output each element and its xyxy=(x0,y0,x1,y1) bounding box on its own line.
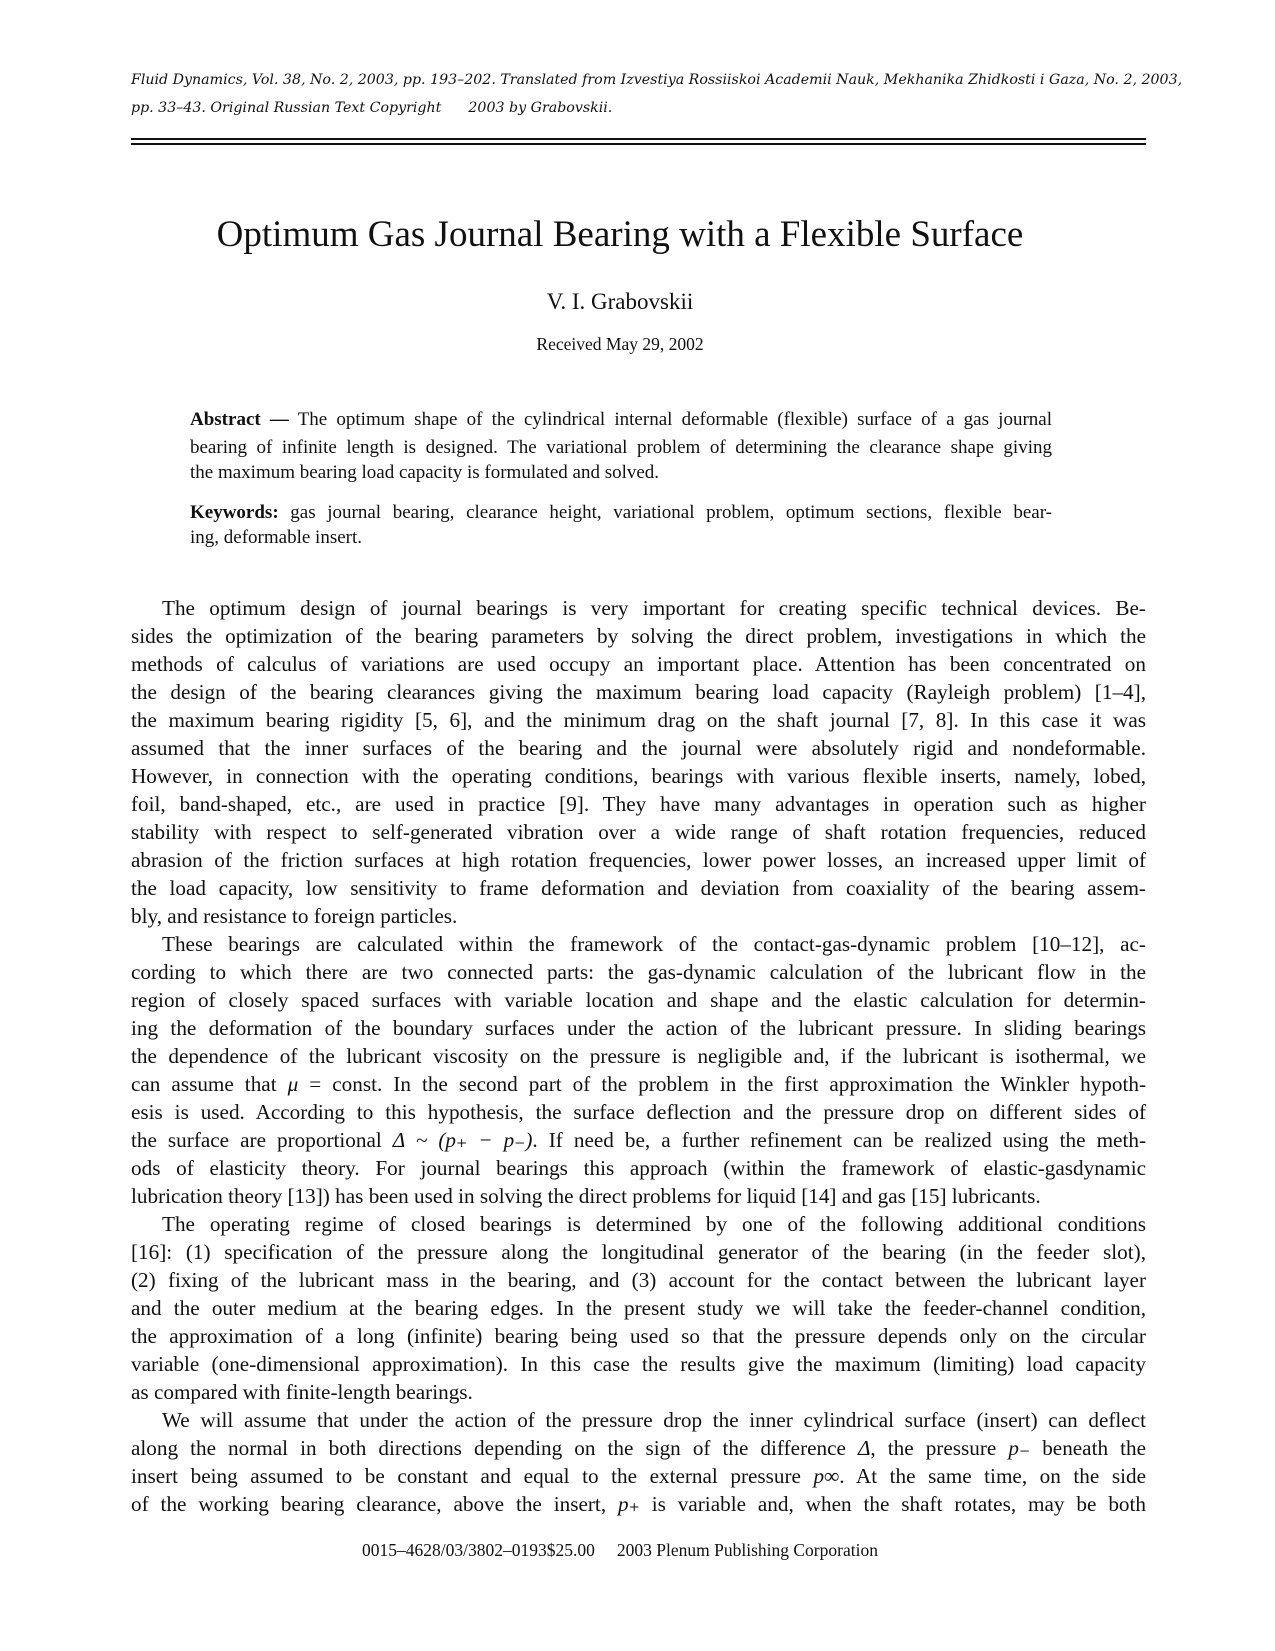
body-line: (2) fixing of the lubricant mass in the bearing, and (3) account for the contact between the lubricant layer xyxy=(131,1268,1146,1292)
publisher-copyright: 2003 Plenum Publishing Corporation xyxy=(616,1540,878,1560)
p-minus-symbol: p₋ xyxy=(1008,1436,1031,1460)
text-span: of the working bearing clearance, above the insert, xyxy=(131,1492,619,1516)
text-span: . At the same time, on the side xyxy=(839,1464,1146,1488)
citation-line-1: Fluid Dynamics, Vol. 38, No. 2, 2003, pp. 193–202. Translated from Izvestiya Rossiiskoi Academii Nauk, Mekhanika Zhidkosti i Gaza, No. 2, 2003, xyxy=(131,72,1183,88)
text-span: . If need be, a further refinement can be realized using the meth- xyxy=(532,1128,1147,1152)
abstract-line-3: the maximum bearing load capacity is formulated and solved. xyxy=(190,462,660,483)
text-span: is variable and, when the shaft rotates, may be both xyxy=(639,1492,1146,1516)
header-rule-top xyxy=(131,138,1146,140)
body-line: ing the deformation of the boundary surfaces under the action of the lubricant pressure. In sliding bearings xyxy=(131,1016,1146,1040)
body-line-with-math xyxy=(131,1434,1146,1462)
body-line: region of closely spaced surfaces with variable location and shape and the elastic calculation for determin- xyxy=(131,988,1146,1012)
journal-citation-header xyxy=(131,66,1183,122)
body-line: variable (one-dimensional approximation). In this case the results give the maximum (limiting) load capacity xyxy=(131,1352,1146,1376)
author-name: V. I. Grabovskii xyxy=(546,289,694,314)
delta-symbol: Δ xyxy=(857,1436,871,1460)
body-text xyxy=(131,594,1146,1518)
body-line: abrasion of the friction surfaces at high rotation frequencies, lower power losses, an increased upper limit of xyxy=(131,848,1146,872)
viscosity-symbol: μ xyxy=(287,1072,299,1096)
header-rule-bottom xyxy=(131,143,1146,145)
text-span: the surface are proportional xyxy=(131,1128,393,1152)
body-line: sides the optimization of the bearing parameters by solving the direct problem, investigations in which the xyxy=(131,624,1146,648)
body-line: These bearings are calculated within the framework of the contact-gas-dynamic problem [10–12], ac- xyxy=(162,932,1146,956)
body-line: The optimum design of journal bearings is very important for creating specific technical devices. Be- xyxy=(162,596,1146,620)
body-line: the load capacity, low sensitivity to frame deformation and deviation from coaxiality of the bearing assem- xyxy=(131,876,1146,900)
abstract-line-2: bearing of infinite length is designed. The variational problem of determining the clearance shape giving xyxy=(190,437,1052,458)
received-date: Received May 29, 2002 xyxy=(536,334,704,354)
body-line: bly, and resistance to foreign particles. xyxy=(131,904,458,928)
body-line: the dependence of the lubricant viscosity on the pressure is negligible and, if the lubricant is isothermal, we xyxy=(131,1044,1146,1068)
abstract-line-1: The optimum shape of the cylindrical internal deformable (flexible) surface of a gas journal xyxy=(297,409,1052,430)
body-line: esis is used. According to this hypothesis, the surface deflection and the pressure drop on different sides of xyxy=(131,1100,1146,1124)
body-line: The operating regime of closed bearings is determined by one of the following additional conditions xyxy=(162,1212,1146,1236)
body-line: the approximation of a long (infinite) bearing being used so that the pressure depends only on the circular xyxy=(131,1324,1146,1348)
body-line: [16]: (1) specification of the pressure along the longitudinal generator of the bearing (in the feeder slot), xyxy=(131,1240,1146,1264)
keywords-block xyxy=(190,500,1052,550)
issn-code: 0015–4628/03/3802–0193$25.00 xyxy=(362,1540,595,1560)
body-line: ods of elasticity theory. For journal bearings this approach (within the framework of elastic-gasdynamic xyxy=(131,1156,1146,1180)
body-line: methods of calculus of variations are used occupy an important place. Attention has been concentrated on xyxy=(131,652,1146,676)
text-span: , the pressure xyxy=(870,1436,1009,1460)
p-infinity-symbol: p∞ xyxy=(813,1464,840,1488)
body-line: as compared with finite-length bearings. xyxy=(131,1380,473,1404)
body-line-with-math xyxy=(131,1126,1146,1154)
keywords-label: Keywords: xyxy=(190,502,279,523)
keywords-line-1: gas journal bearing, clearance height, variational problem, optimum sections, flexible bear- xyxy=(290,502,1053,523)
body-line-with-math xyxy=(131,1070,1146,1098)
body-line: and the outer medium at the bearing edges. In the present study we will take the feeder-channel condition, xyxy=(131,1296,1146,1320)
body-line-with-math xyxy=(131,1490,1146,1518)
body-line: foil, band-shaped, etc., are used in practice [9]. They have many advantages in operation such as higher xyxy=(131,792,1146,816)
body-line-with-math xyxy=(131,1462,1146,1490)
body-line: assumed that the inner surfaces of the bearing and the journal were absolutely rigid and nondeformable. xyxy=(131,736,1146,760)
paper-title: Optimum Gas Journal Bearing with a Flexible Surface xyxy=(216,214,1024,255)
body-line: lubrication theory [13]) has been used in solving the direct problems for liquid [14] and gas [15] lubricants. xyxy=(131,1184,1041,1208)
p-plus-symbol: p₊ xyxy=(618,1492,640,1516)
body-line: stability with respect to self-generated vibration over a wide range of shaft rotation frequencies, reduced xyxy=(131,820,1146,844)
body-line: the maximum bearing rigidity [5, 6], and the minimum drag on the shaft journal [7, 8]. In this case it was xyxy=(131,708,1146,732)
body-line: the design of the bearing clearances giving the maximum bearing load capacity (Rayleigh problem) [1–4], xyxy=(131,680,1146,704)
text-span: insert being assumed to be constant and equal to the external pressure xyxy=(131,1464,814,1488)
text-span: along the normal in both directions depending on the sign of the difference xyxy=(131,1436,858,1460)
page-footer xyxy=(0,1538,1240,1562)
text-span: beneath the xyxy=(1030,1436,1147,1460)
text-span: can assume that xyxy=(131,1072,288,1096)
text-span: = const. In the second part of the problem in the first approximation the Winkler hypoth- xyxy=(298,1072,1147,1096)
abstract-block xyxy=(190,407,1052,485)
proportionality-expression: Δ ~ (p₊ − p₋) xyxy=(392,1128,533,1152)
keywords-line-2: ing, deformable insert. xyxy=(190,527,363,548)
abstract-label: Abstract — xyxy=(190,409,289,430)
body-line: However, in connection with the operating conditions, bearings with various flexible inserts, namely, lobed, xyxy=(131,764,1146,788)
citation-line-2: pp. 33–43. Original Russian Text Copyright 2003 by Grabovskii. xyxy=(131,100,613,116)
body-line: cording to which there are two connected parts: the gas-dynamic calculation of the lubricant flow in the xyxy=(131,960,1146,984)
body-line: We will assume that under the action of the pressure drop the inner cylindrical surface (insert) can deflect xyxy=(162,1408,1146,1432)
